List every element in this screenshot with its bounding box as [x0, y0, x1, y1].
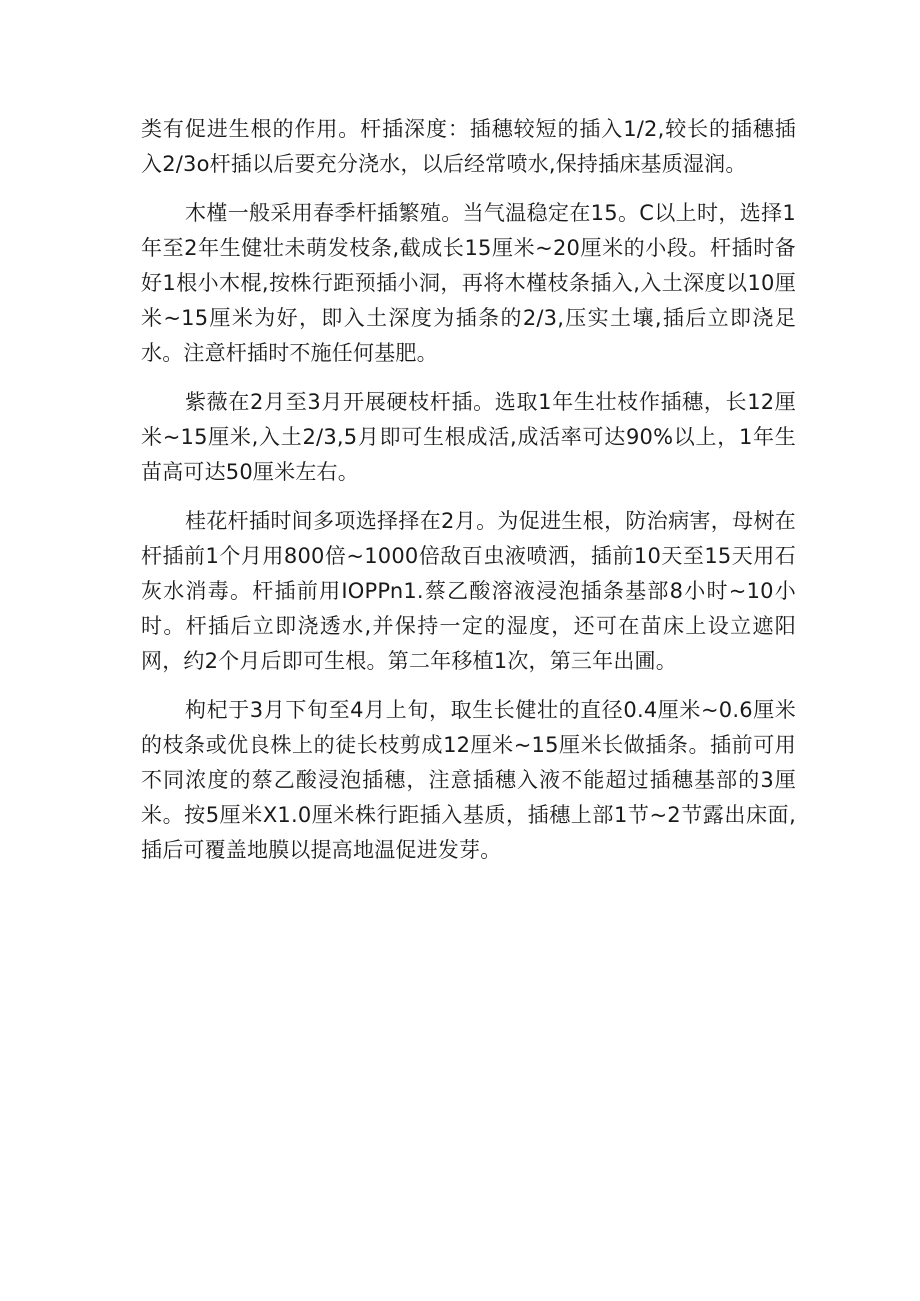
paragraph-wolfberry: 枸杞于3月下旬至4月上旬，取生长健壮的直径0.4厘米~0.6厘米的枝条或优良株上的徒长枝剪成12厘米~15厘米长做插条。插前可用不同浓度的蔡乙酸浸泡插穗，注意插穗入液不能超过插穗基部的3厘米。按5厘米X1.0厘米株行距插入基质，插穗上部1节~2节露出床面,插后可覆盖地膜以提高地温促进发芽。 [141, 698, 796, 862]
paragraph-continuation: 类有促进生根的作用。杆插深度：插穗较短的插入1/2,较长的插穗插入2/3o杆插以后要充分浇水，以后经常喷水,保持插床基质湿润。 [141, 117, 796, 176]
document-body [141, 112, 796, 882]
paragraph-crape-myrtle: 紫薇在2月至3月开展硬枝杆插。选取1年生壮枝作插穗，长12厘米~15厘米,入土2/3,5月即可生根成活,成活率可达90%以上，1年生苗高可达50厘米左右。 [141, 390, 796, 484]
paragraph-osmanthus: 桂花杆插时间多项选择择在2月。为促进生根，防治病害，母树在杆插前1个月用800倍~1000倍敌百虫液喷洒，插前10天至15天用石灰水消毒。杆插前用IOPPn1.蔡乙酸溶液浸泡插条基部8小时~10小时。杆插后立即浇透水,并保持一定的湿度，还可在苗床上设立遮阳网，约2个月后即可生根。第二年移植1次，第三年出圃。 [141, 509, 796, 673]
paragraph-hibiscus: 木槿一般采用春季杆插繁殖。当气温稳定在15。C以上时，选择1年至2年生健壮未萌发枝条,截成长15厘米~20厘米的小段。杆插时备好1根小木棍,按株行距预插小洞，再将木槿枝条插入,入土深度以10厘米~15厘米为好，即入土深度为插条的2/3,压实土壤,插后立即浇足水。注意杆插时不施任何基肥。 [141, 201, 796, 365]
